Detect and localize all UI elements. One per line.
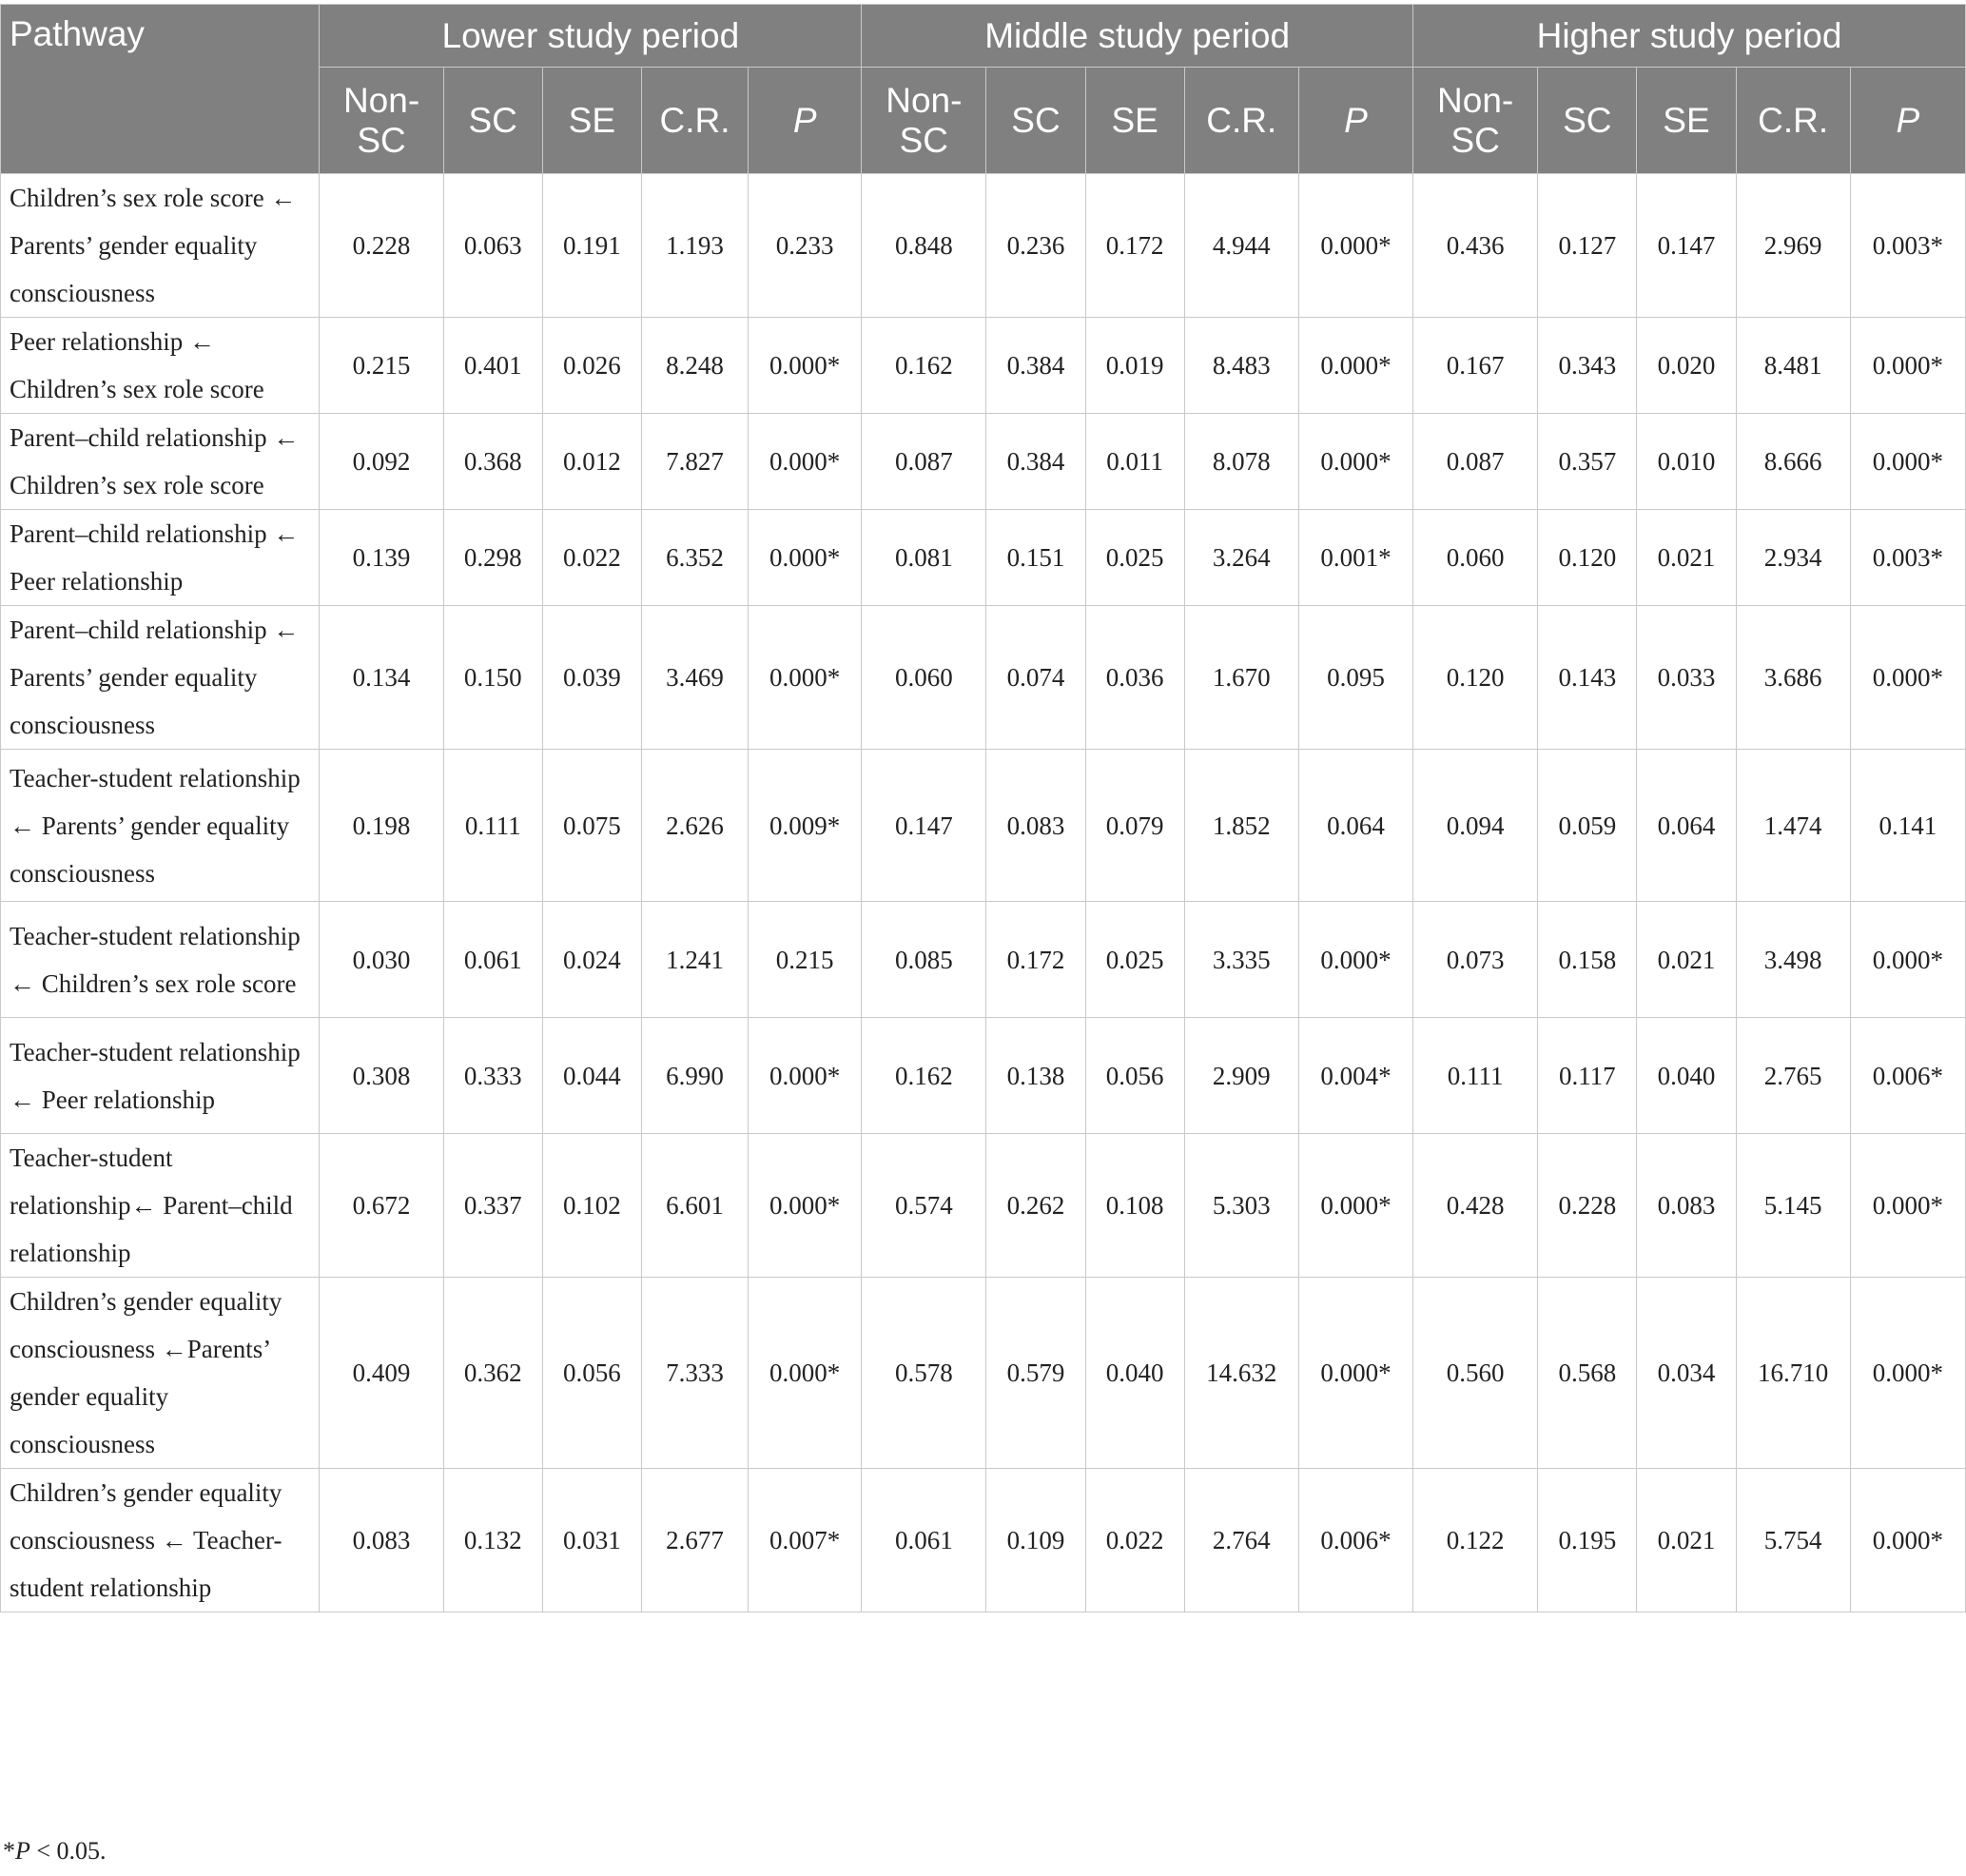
value-cell: 8.483 xyxy=(1184,318,1298,414)
value-cell: 0.117 xyxy=(1538,1018,1637,1134)
value-cell: 2.677 xyxy=(641,1469,748,1612)
value-cell: 0.063 xyxy=(443,174,542,318)
value-cell: 0.064 xyxy=(1298,750,1412,902)
value-cell: 0.109 xyxy=(986,1469,1085,1612)
value-cell: 0.308 xyxy=(320,1018,443,1134)
value-cell: 0.000* xyxy=(1850,1278,1965,1469)
pathway-cell: Teacher-student relationship ← Parents’ gender equality consciousness xyxy=(1,750,320,902)
value-cell: 0.000* xyxy=(1298,1278,1412,1469)
value-cell: 0.083 xyxy=(986,750,1085,902)
value-cell: 0.147 xyxy=(862,750,986,902)
value-cell: 0.368 xyxy=(443,414,542,510)
value-cell: 0.003* xyxy=(1850,510,1965,606)
footnote xyxy=(3,1837,107,1866)
subheader-p: P xyxy=(1850,68,1965,174)
value-cell: 0.848 xyxy=(862,174,986,318)
subheader-non-sc: Non-SC xyxy=(320,68,443,174)
value-cell: 0.228 xyxy=(1538,1134,1637,1278)
value-cell: 0.409 xyxy=(320,1278,443,1469)
value-cell: 7.827 xyxy=(641,414,748,510)
value-cell: 0.132 xyxy=(443,1469,542,1612)
value-cell: 0.040 xyxy=(1085,1278,1184,1469)
value-cell: 0.004* xyxy=(1298,1018,1412,1134)
value-cell: 0.081 xyxy=(862,510,986,606)
value-cell: 0.138 xyxy=(986,1018,1085,1134)
value-cell: 0.085 xyxy=(862,902,986,1018)
value-cell: 0.087 xyxy=(1413,414,1538,510)
value-cell: 1.241 xyxy=(641,902,748,1018)
value-cell: 0.215 xyxy=(320,318,443,414)
results-table xyxy=(0,4,1966,1612)
table-row xyxy=(1,1278,1966,1469)
value-cell: 0.092 xyxy=(320,414,443,510)
value-cell: 0.000* xyxy=(1850,606,1965,750)
pathway-cell: Parent–child relationship ← Peer relationship xyxy=(1,510,320,606)
value-cell: 0.127 xyxy=(1538,174,1637,318)
value-cell: 0.025 xyxy=(1085,902,1184,1018)
subheader-non-sc: Non-SC xyxy=(862,68,986,174)
value-cell: 0.333 xyxy=(443,1018,542,1134)
value-cell: 0.059 xyxy=(1538,750,1637,902)
value-cell: 2.909 xyxy=(1184,1018,1298,1134)
value-cell: 0.428 xyxy=(1413,1134,1538,1278)
value-cell: 0.025 xyxy=(1085,510,1184,606)
subheader-cr: C.R. xyxy=(1736,68,1850,174)
value-cell: 0.021 xyxy=(1637,510,1736,606)
value-cell: 0.143 xyxy=(1538,606,1637,750)
value-cell: 1.193 xyxy=(641,174,748,318)
value-cell: 0.236 xyxy=(986,174,1085,318)
value-cell: 0.150 xyxy=(443,606,542,750)
value-cell: 3.469 xyxy=(641,606,748,750)
table-row xyxy=(1,510,1966,606)
value-cell: 0.198 xyxy=(320,750,443,902)
value-cell: 0.000* xyxy=(1298,414,1412,510)
value-cell: 0.337 xyxy=(443,1134,542,1278)
value-cell: 1.474 xyxy=(1736,750,1850,902)
table-row xyxy=(1,318,1966,414)
table-row xyxy=(1,1018,1966,1134)
pathway-cell: Teacher-student relationship ← Children’s sex role score xyxy=(1,902,320,1018)
value-cell: 0.007* xyxy=(749,1469,862,1612)
table-body xyxy=(1,174,1966,1612)
value-cell: 14.632 xyxy=(1184,1278,1298,1469)
value-cell: 0.000* xyxy=(1850,318,1965,414)
value-cell: 0.031 xyxy=(542,1469,641,1612)
value-cell: 0.579 xyxy=(986,1278,1085,1469)
table-row xyxy=(1,902,1966,1018)
value-cell: 0.095 xyxy=(1298,606,1412,750)
value-cell: 0.172 xyxy=(986,902,1085,1018)
value-cell: 16.710 xyxy=(1736,1278,1850,1469)
value-cell: 0.228 xyxy=(320,174,443,318)
value-cell: 0.362 xyxy=(443,1278,542,1469)
value-cell: 0.094 xyxy=(1413,750,1538,902)
value-cell: 5.754 xyxy=(1736,1469,1850,1612)
value-cell: 0.012 xyxy=(542,414,641,510)
pathway-cell: Parent–child relationship ← Parents’ gender equality consciousness xyxy=(1,606,320,750)
pathway-cell: Peer relationship ← Children’s sex role score xyxy=(1,318,320,414)
value-cell: 0.578 xyxy=(862,1278,986,1469)
value-cell: 0.000* xyxy=(1298,902,1412,1018)
value-cell: 0.111 xyxy=(1413,1018,1538,1134)
value-cell: 0.056 xyxy=(1085,1018,1184,1134)
value-cell: 0.074 xyxy=(986,606,1085,750)
value-cell: 6.990 xyxy=(641,1018,748,1134)
value-cell: 0.000* xyxy=(749,510,862,606)
value-cell: 0.672 xyxy=(320,1134,443,1278)
value-cell: 0.108 xyxy=(1085,1134,1184,1278)
value-cell: 0.087 xyxy=(862,414,986,510)
value-cell: 0.000* xyxy=(1298,1134,1412,1278)
group-header-higher: Higher study period xyxy=(1413,5,1966,68)
value-cell: 0.003* xyxy=(1850,174,1965,318)
value-cell: 0.436 xyxy=(1413,174,1538,318)
subheader-cr: C.R. xyxy=(1184,68,1298,174)
pathway-cell: Children’s gender equality consciousness ← Teacher-student relationship xyxy=(1,1469,320,1612)
subheader-non-sc: Non-SC xyxy=(1413,68,1538,174)
subheader-se: SE xyxy=(542,68,641,174)
value-cell: 0.568 xyxy=(1538,1278,1637,1469)
value-cell: 0.134 xyxy=(320,606,443,750)
table-row xyxy=(1,1134,1966,1278)
table-row xyxy=(1,750,1966,902)
value-cell: 0.191 xyxy=(542,174,641,318)
value-cell: 0.061 xyxy=(862,1469,986,1612)
value-cell: 0.000* xyxy=(749,414,862,510)
value-cell: 0.021 xyxy=(1637,902,1736,1018)
subheader-sc: SC xyxy=(1538,68,1637,174)
value-cell: 0.056 xyxy=(542,1278,641,1469)
value-cell: 0.574 xyxy=(862,1134,986,1278)
value-cell: 0.010 xyxy=(1637,414,1736,510)
value-cell: 2.934 xyxy=(1736,510,1850,606)
value-cell: 0.079 xyxy=(1085,750,1184,902)
value-cell: 8.248 xyxy=(641,318,748,414)
value-cell: 0.040 xyxy=(1637,1018,1736,1134)
table-row xyxy=(1,1469,1966,1612)
value-cell: 0.141 xyxy=(1850,750,1965,902)
value-cell: 0.162 xyxy=(862,318,986,414)
group-header-lower: Lower study period xyxy=(320,5,862,68)
value-cell: 0.172 xyxy=(1085,174,1184,318)
table-row xyxy=(1,414,1966,510)
pathway-cell: Parent–child relationship ← Children’s sex role score xyxy=(1,414,320,510)
value-cell: 0.001* xyxy=(1298,510,1412,606)
value-cell: 0.233 xyxy=(749,174,862,318)
value-cell: 0.020 xyxy=(1637,318,1736,414)
value-cell: 0.000* xyxy=(1850,1469,1965,1612)
value-cell: 0.000* xyxy=(1850,1134,1965,1278)
pathway-cell: Children’s gender equality consciousness ←Parents’ gender equality consciousness xyxy=(1,1278,320,1469)
value-cell: 1.852 xyxy=(1184,750,1298,902)
table-row xyxy=(1,606,1966,750)
value-cell: 0.083 xyxy=(320,1469,443,1612)
value-cell: 0.401 xyxy=(443,318,542,414)
value-cell: 0.026 xyxy=(542,318,641,414)
value-cell: 2.765 xyxy=(1736,1018,1850,1134)
value-cell: 0.357 xyxy=(1538,414,1637,510)
group-header-middle: Middle study period xyxy=(862,5,1413,68)
pathway-cell: Teacher-student relationship ← Peer relationship xyxy=(1,1018,320,1134)
footnote-star: * xyxy=(3,1837,15,1865)
value-cell: 3.686 xyxy=(1736,606,1850,750)
value-cell: 0.343 xyxy=(1538,318,1637,414)
value-cell: 0.022 xyxy=(542,510,641,606)
value-cell: 1.670 xyxy=(1184,606,1298,750)
footnote-p-symbol: P xyxy=(15,1837,30,1865)
value-cell: 0.215 xyxy=(749,902,862,1018)
value-cell: 0.024 xyxy=(542,902,641,1018)
value-cell: 8.481 xyxy=(1736,318,1850,414)
value-cell: 0.384 xyxy=(986,318,1085,414)
value-cell: 0.083 xyxy=(1637,1134,1736,1278)
value-cell: 5.303 xyxy=(1184,1134,1298,1278)
value-cell: 2.969 xyxy=(1736,174,1850,318)
value-cell: 0.120 xyxy=(1538,510,1637,606)
value-cell: 0.298 xyxy=(443,510,542,606)
pathway-cell: Teacher-student relationship← Parent–child relationship xyxy=(1,1134,320,1278)
subheader-cr: C.R. xyxy=(641,68,748,174)
value-cell: 0.167 xyxy=(1413,318,1538,414)
value-cell: 0.000* xyxy=(749,318,862,414)
subheader-sc: SC xyxy=(443,68,542,174)
value-cell: 0.073 xyxy=(1413,902,1538,1018)
value-cell: 0.147 xyxy=(1637,174,1736,318)
value-cell: 6.352 xyxy=(641,510,748,606)
value-cell: 0.120 xyxy=(1413,606,1538,750)
value-cell: 0.034 xyxy=(1637,1278,1736,1469)
value-cell: 0.162 xyxy=(862,1018,986,1134)
value-cell: 0.006* xyxy=(1298,1469,1412,1612)
value-cell: 0.075 xyxy=(542,750,641,902)
subheader-sc: SC xyxy=(986,68,1085,174)
value-cell: 0.011 xyxy=(1085,414,1184,510)
value-cell: 8.078 xyxy=(1184,414,1298,510)
value-cell: 0.064 xyxy=(1637,750,1736,902)
pathway-header: Pathway xyxy=(1,5,320,174)
value-cell: 0.044 xyxy=(542,1018,641,1134)
value-cell: 0.000* xyxy=(1850,414,1965,510)
value-cell: 0.009* xyxy=(749,750,862,902)
value-cell: 0.195 xyxy=(1538,1469,1637,1612)
header-group-row xyxy=(1,5,1966,68)
value-cell: 0.000* xyxy=(749,1134,862,1278)
value-cell: 0.102 xyxy=(542,1134,641,1278)
value-cell: 0.036 xyxy=(1085,606,1184,750)
value-cell: 0.060 xyxy=(1413,510,1538,606)
value-cell: 2.626 xyxy=(641,750,748,902)
subheader-p: P xyxy=(749,68,862,174)
value-cell: 0.384 xyxy=(986,414,1085,510)
value-cell: 0.021 xyxy=(1637,1469,1736,1612)
value-cell: 6.601 xyxy=(641,1134,748,1278)
value-cell: 0.000* xyxy=(749,1278,862,1469)
value-cell: 0.061 xyxy=(443,902,542,1018)
value-cell: 0.158 xyxy=(1538,902,1637,1018)
pathway-cell: Children’s sex role score ← Parents’ gender equality consciousness xyxy=(1,174,320,318)
subheader-se: SE xyxy=(1637,68,1736,174)
value-cell: 0.111 xyxy=(443,750,542,902)
value-cell: 0.000* xyxy=(749,1018,862,1134)
value-cell: 0.000* xyxy=(1298,318,1412,414)
value-cell: 0.000* xyxy=(1298,174,1412,318)
value-cell: 8.666 xyxy=(1736,414,1850,510)
value-cell: 0.000* xyxy=(1850,902,1965,1018)
value-cell: 3.335 xyxy=(1184,902,1298,1018)
value-cell: 0.000* xyxy=(749,606,862,750)
value-cell: 0.019 xyxy=(1085,318,1184,414)
value-cell: 0.060 xyxy=(862,606,986,750)
value-cell: 3.498 xyxy=(1736,902,1850,1018)
value-cell: 7.333 xyxy=(641,1278,748,1469)
value-cell: 0.139 xyxy=(320,510,443,606)
value-cell: 0.262 xyxy=(986,1134,1085,1278)
value-cell: 0.033 xyxy=(1637,606,1736,750)
value-cell: 0.022 xyxy=(1085,1469,1184,1612)
value-cell: 0.006* xyxy=(1850,1018,1965,1134)
value-cell: 5.145 xyxy=(1736,1134,1850,1278)
value-cell: 0.151 xyxy=(986,510,1085,606)
value-cell: 3.264 xyxy=(1184,510,1298,606)
subheader-p: P xyxy=(1298,68,1412,174)
value-cell: 0.039 xyxy=(542,606,641,750)
table-row xyxy=(1,174,1966,318)
value-cell: 0.122 xyxy=(1413,1469,1538,1612)
value-cell: 0.560 xyxy=(1413,1278,1538,1469)
value-cell: 4.944 xyxy=(1184,174,1298,318)
subheader-se: SE xyxy=(1085,68,1184,174)
value-cell: 0.030 xyxy=(320,902,443,1018)
footnote-text: < 0.05. xyxy=(29,1837,107,1865)
value-cell: 2.764 xyxy=(1184,1469,1298,1612)
